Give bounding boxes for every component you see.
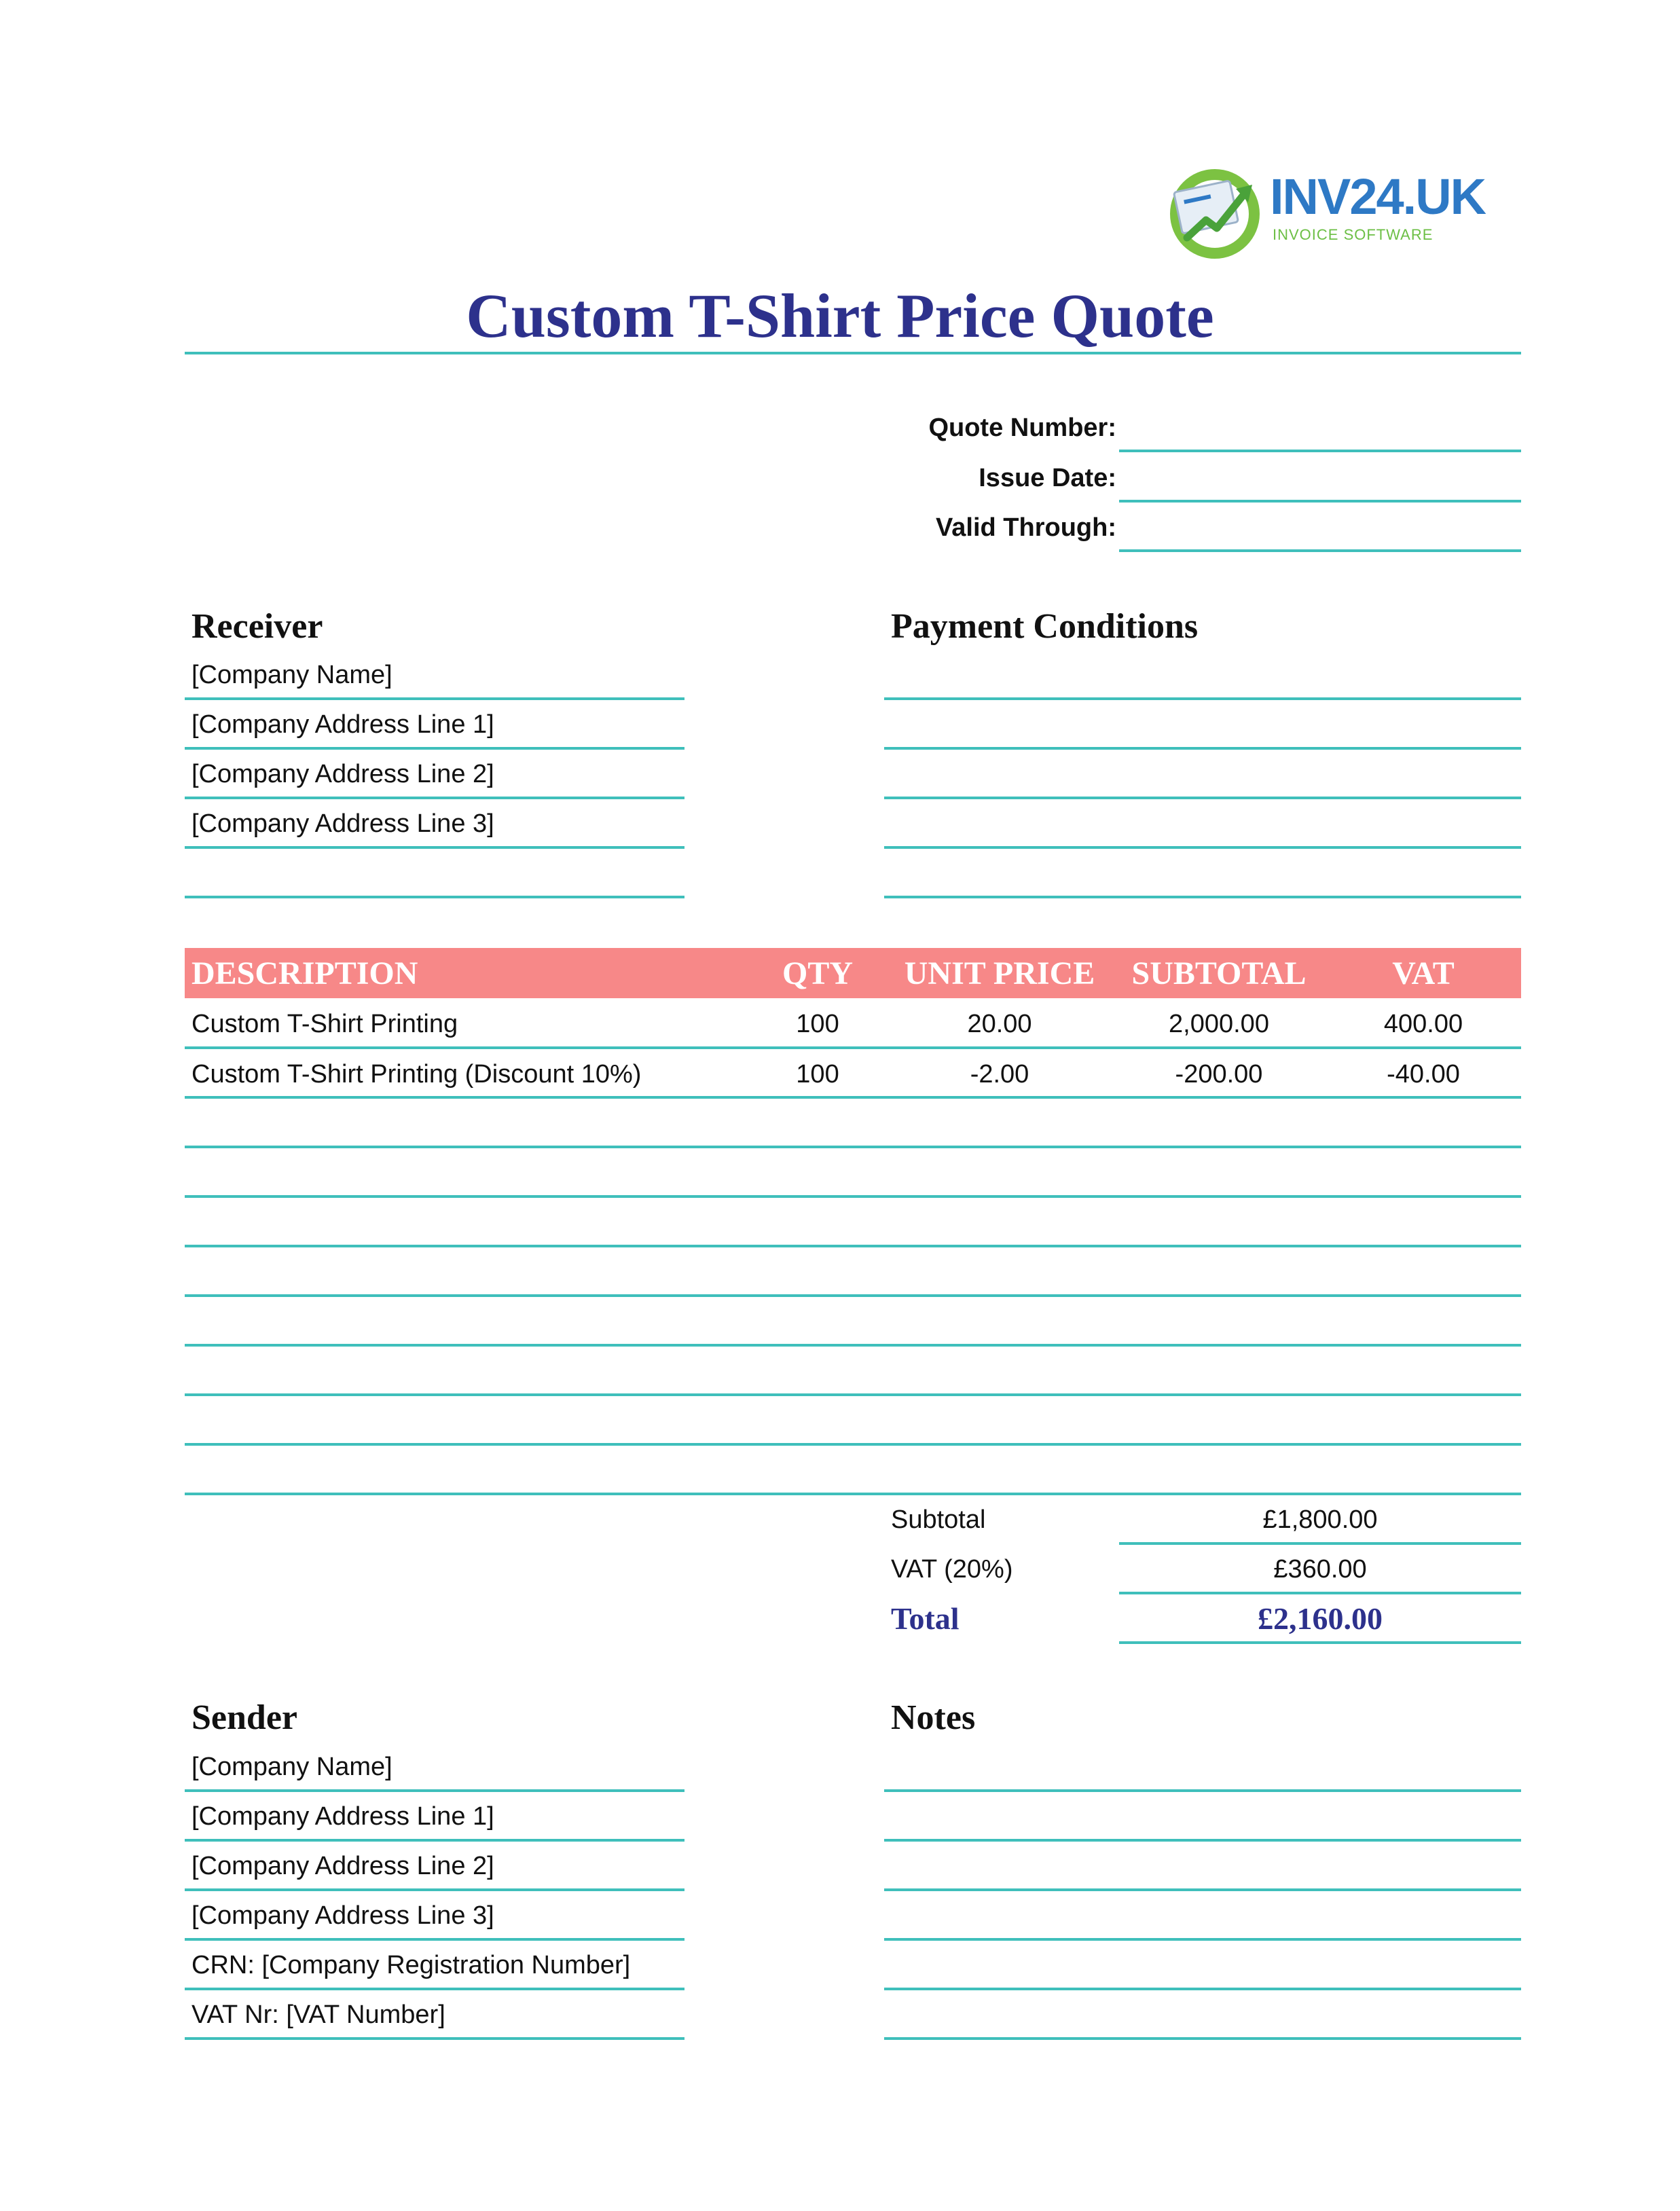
- row-unit-price: 20.00: [967, 1010, 1032, 1038]
- row-unit-price: -2.00: [970, 1060, 1029, 1089]
- row-subtotal: -200.00: [1175, 1060, 1263, 1089]
- receiver-heading: Receiver: [191, 607, 323, 646]
- empty-table-row[interactable]: [185, 1344, 1521, 1347]
- sender-address-line-2[interactable]: [Company Address Line 2]: [191, 1852, 494, 1880]
- header-qty: QTY: [782, 955, 853, 991]
- issue-date-field[interactable]: [1119, 500, 1521, 502]
- notes-line[interactable]: [884, 1888, 1521, 1891]
- logo-chart-icon: [1168, 167, 1262, 261]
- total-value: £2,160.00: [1258, 1601, 1383, 1636]
- document-title: Custom T-Shirt Price Quote: [466, 281, 1214, 350]
- payment-conditions-line[interactable]: [884, 697, 1521, 700]
- total-label: Total: [891, 1601, 960, 1636]
- issue-date-label: Issue Date:: [979, 464, 1116, 492]
- quote-number-field[interactable]: [1119, 450, 1521, 452]
- empty-table-row[interactable]: [185, 1245, 1521, 1247]
- vat-label: VAT (20%): [891, 1555, 1013, 1584]
- header-subtotal: SUBTOTAL: [1131, 955, 1307, 991]
- payment-conditions-line[interactable]: [884, 747, 1521, 750]
- row-vat: -40.00: [1387, 1060, 1460, 1089]
- table-row[interactable]: [185, 998, 1521, 1048]
- empty-table-row[interactable]: [185, 1195, 1521, 1198]
- receiver-line-rule: [185, 797, 684, 799]
- logo-tagline: INVOICE SOFTWARE: [1273, 226, 1434, 243]
- sender-company-name[interactable]: [Company Name]: [191, 1753, 392, 1781]
- sender-line-rule: [185, 1888, 684, 1891]
- empty-table-row[interactable]: [185, 1443, 1521, 1446]
- header-vat: VAT: [1392, 955, 1455, 991]
- table-row[interactable]: [185, 1048, 1521, 1099]
- vat-rule: [1119, 1592, 1521, 1594]
- company-logo: [1168, 163, 1486, 265]
- vat-value: £360.00: [1273, 1555, 1367, 1584]
- payment-conditions-line[interactable]: [884, 846, 1521, 849]
- table-row-rule: [185, 1096, 1521, 1099]
- subtotal-rule: [1119, 1542, 1521, 1545]
- row-description: Custom T-Shirt Printing: [191, 1010, 458, 1038]
- valid-through-label: Valid Through:: [936, 513, 1116, 542]
- notes-heading: Notes: [891, 1698, 976, 1737]
- title-underline: [185, 352, 1521, 354]
- sender-address-line-1[interactable]: [Company Address Line 1]: [191, 1802, 494, 1831]
- header-description: DESCRIPTION: [191, 955, 418, 991]
- row-description: Custom T-Shirt Printing (Discount 10%): [191, 1060, 642, 1089]
- quote-number-label: Quote Number:: [928, 414, 1116, 442]
- notes-line[interactable]: [884, 1938, 1521, 1941]
- empty-table-row[interactable]: [185, 1393, 1521, 1396]
- items-table-header: [185, 948, 1521, 998]
- notes-line[interactable]: [884, 2037, 1521, 2040]
- valid-through-field[interactable]: [1119, 549, 1521, 552]
- sender-line-rule: [185, 1789, 684, 1792]
- sender-vat-number[interactable]: VAT Nr: [VAT Number]: [191, 2000, 445, 2029]
- receiver-address-line-1[interactable]: [Company Address Line 1]: [191, 710, 494, 739]
- payment-conditions-line[interactable]: [884, 896, 1521, 898]
- payment-conditions-heading: Payment Conditions: [891, 607, 1199, 646]
- row-vat: 400.00: [1383, 1010, 1463, 1038]
- receiver-line-rule[interactable]: [185, 896, 684, 898]
- sender-heading: Sender: [191, 1698, 297, 1737]
- sender-address-line-3[interactable]: [Company Address Line 3]: [191, 1901, 494, 1930]
- empty-table-row[interactable]: [185, 1146, 1521, 1148]
- sender-line-rule: [185, 1988, 684, 1990]
- receiver-line-rule: [185, 747, 684, 750]
- notes-line[interactable]: [884, 1839, 1521, 1842]
- subtotal-label: Subtotal: [891, 1505, 986, 1534]
- row-qty: 100: [796, 1060, 839, 1089]
- header-unit-price: UNIT PRICE: [904, 955, 1095, 991]
- row-subtotal: 2,000.00: [1169, 1010, 1269, 1038]
- row-qty: 100: [796, 1010, 839, 1038]
- sender-crn[interactable]: CRN: [Company Registration Number]: [191, 1951, 631, 1979]
- empty-table-row[interactable]: [185, 1493, 1521, 1495]
- empty-table-row[interactable]: [185, 1294, 1521, 1297]
- total-rule: [1119, 1641, 1521, 1644]
- payment-conditions-line[interactable]: [884, 797, 1521, 799]
- notes-line[interactable]: [884, 1988, 1521, 1990]
- notes-line[interactable]: [884, 1789, 1521, 1792]
- receiver-address-line-3[interactable]: [Company Address Line 3]: [191, 809, 494, 838]
- receiver-address-line-2[interactable]: [Company Address Line 2]: [191, 760, 494, 788]
- subtotal-value: £1,800.00: [1262, 1505, 1378, 1534]
- sender-line-rule: [185, 1938, 684, 1941]
- receiver-line-rule: [185, 697, 684, 700]
- sender-line-rule: [185, 1839, 684, 1842]
- logo-name: INV24.UK: [1270, 168, 1486, 225]
- receiver-line-rule: [185, 846, 684, 849]
- sender-line-rule: [185, 2037, 684, 2040]
- receiver-company-name[interactable]: [Company Name]: [191, 661, 392, 689]
